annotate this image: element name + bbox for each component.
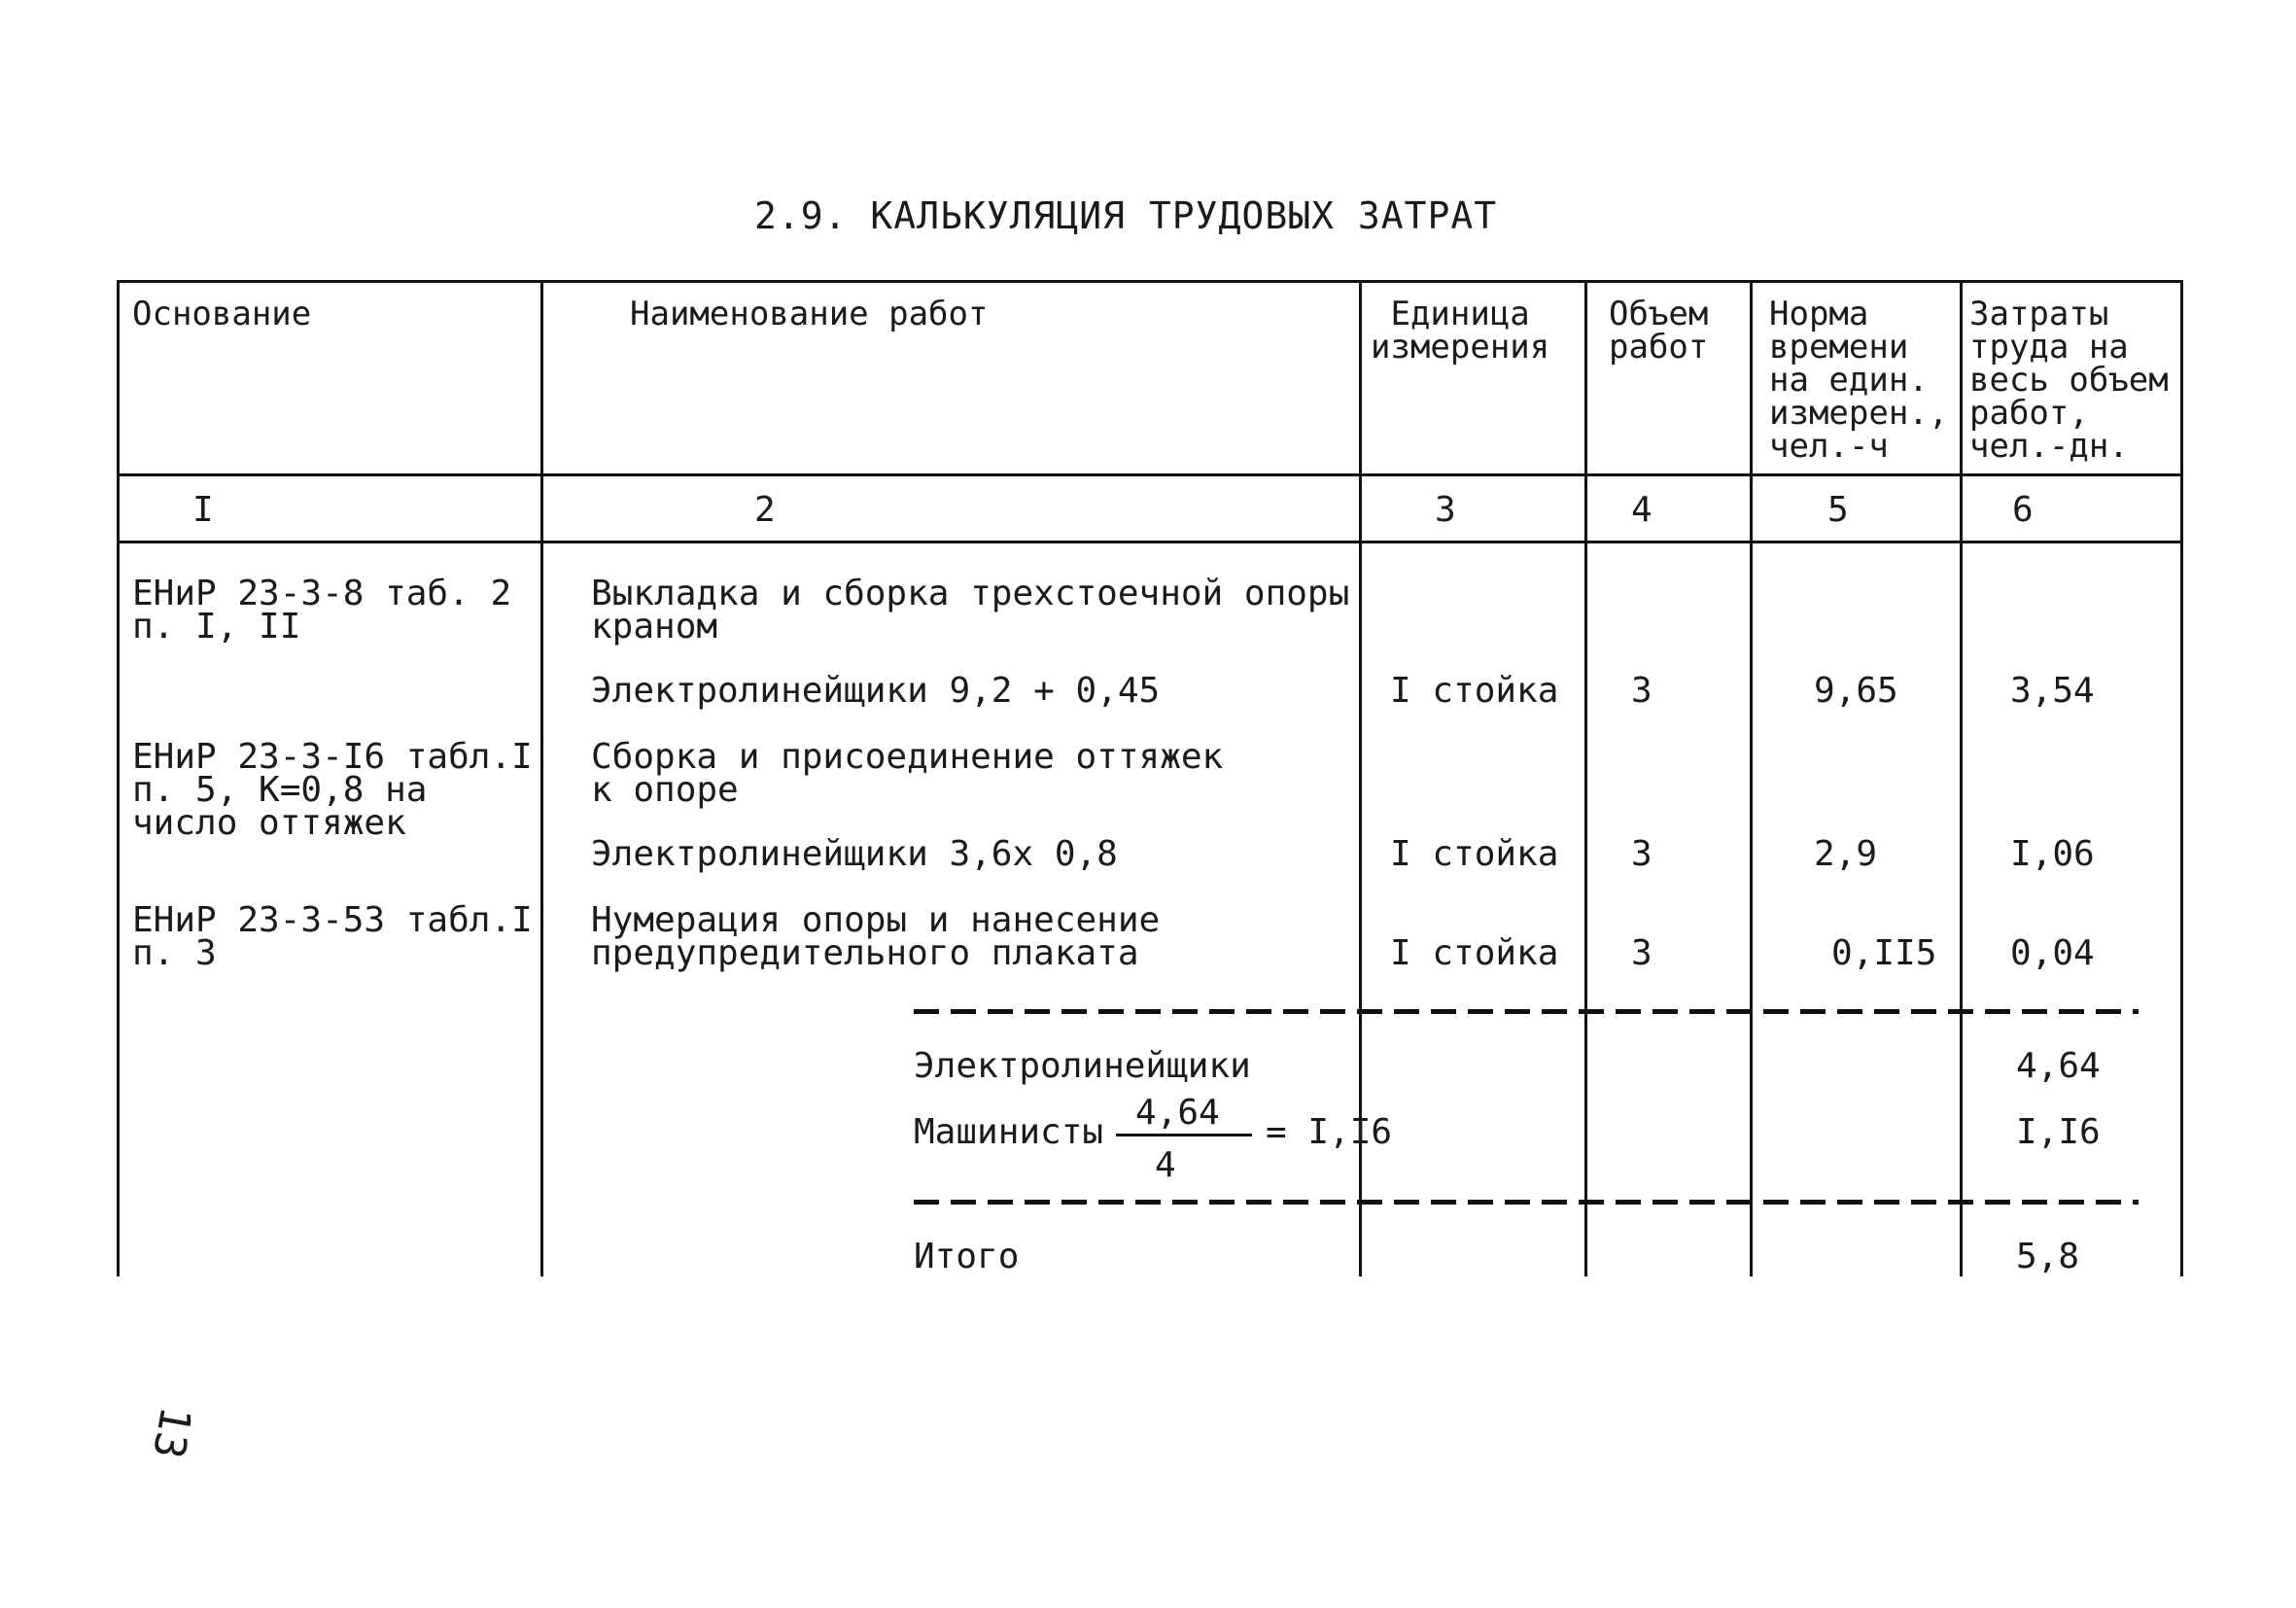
col-divider-5	[1960, 280, 1963, 1276]
totals-total-label: Итого	[914, 1237, 1020, 1276]
row2-unit: I стойка	[1390, 834, 1559, 874]
row3-norm: 0,II5	[1831, 933, 1937, 973]
col-number-3: 3	[1435, 490, 1456, 530]
row3-volume: 3	[1631, 933, 1652, 973]
header-labor-cost: Затраты труда на весь объем работ, чел.-дн.	[1969, 295, 2169, 466]
dashed-separator-bottom	[914, 1200, 2139, 1205]
fraction-result: = I,I6	[1266, 1112, 1393, 1152]
row2-cost: I,06	[2010, 834, 2095, 874]
row1-norm: 9,65	[1814, 671, 1898, 711]
col-number-5: 5	[1827, 490, 1849, 530]
col-divider-3	[1584, 280, 1587, 1276]
row3-unit: I стойка	[1390, 933, 1559, 973]
header-bottom-border	[117, 473, 2183, 476]
col-number-1: I	[192, 490, 214, 530]
totals-machinists-label: Машинисты	[914, 1112, 1104, 1152]
row2-sub: Электролинейщики 3,6х 0,8	[591, 834, 1118, 874]
row1-sub: Электролинейщики 9,2 + 0,45	[591, 671, 1161, 711]
row2-norm: 2,9	[1814, 834, 1878, 874]
row1-volume: 3	[1631, 671, 1652, 711]
col-divider-1	[540, 280, 543, 1276]
row1-work: Выкладка и сборка трехстоечной опоры краном	[591, 574, 1350, 647]
row1-basis: ЕНиР 23-3-8 таб. 2 п. I, II	[132, 574, 512, 647]
row2-basis: ЕНиР 23-3-I6 табл.I п. 5, К=0,8 на число оттяжек	[132, 737, 533, 843]
header-basis: Основание	[132, 295, 312, 333]
fraction-numerator: 4,64	[1135, 1093, 1220, 1133]
row3-work: Нумерация опоры и нанесение предупредительного плаката	[591, 900, 1161, 973]
col-divider-4	[1750, 280, 1753, 1276]
header-norm: Норма времени на един. измерен., чел.-ч	[1769, 295, 1949, 466]
header-unit: Единица измерения	[1371, 295, 1550, 367]
row3-cost: 0,04	[2010, 933, 2095, 973]
totals-total-value: 5,8	[2016, 1237, 2080, 1276]
totals-electro-label: Электролинейщики	[914, 1046, 1251, 1086]
dashed-separator-top	[914, 1009, 2139, 1014]
col-number-2: 2	[754, 490, 776, 530]
fraction-bar	[1116, 1134, 1252, 1136]
totals-machinists-value: I,I6	[2016, 1112, 2101, 1152]
col-divider-left	[117, 280, 120, 1276]
row2-work: Сборка и присоединение оттяжек к опоре	[591, 737, 1224, 810]
page-title: 2.9. КАЛЬКУЛЯЦИЯ ТРУДОВЫХ ЗАТРАТ	[754, 194, 1498, 237]
col-number-6: 6	[2012, 490, 2034, 530]
header-work-name: Наименование работ	[630, 295, 989, 333]
col-divider-right	[2180, 280, 2183, 1276]
row3-basis: ЕНиР 23-3-53 табл.I п. 3	[132, 900, 533, 973]
row1-unit: I стойка	[1390, 671, 1559, 711]
col-number-4: 4	[1631, 490, 1652, 530]
table-top-border	[117, 280, 2183, 283]
page-number: 13	[142, 1402, 201, 1463]
totals-electro-value: 4,64	[2016, 1046, 2101, 1086]
header-volume: Объем работ	[1609, 295, 1709, 367]
numbers-bottom-border	[117, 541, 2183, 543]
row2-volume: 3	[1631, 834, 1652, 874]
row1-cost: 3,54	[2010, 671, 2095, 711]
fraction-denominator: 4	[1155, 1145, 1176, 1185]
